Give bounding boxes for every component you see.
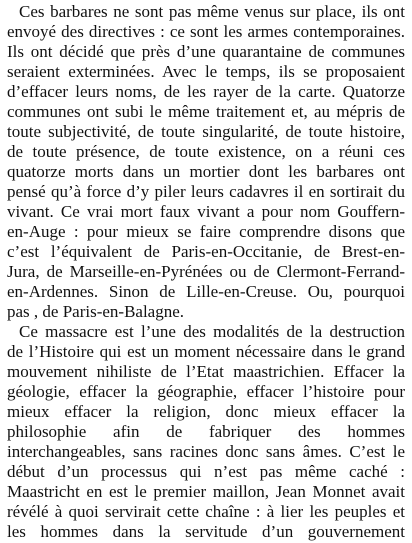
text-line: mouvement nihiliste de l’Etat maastrichien. Effacer la [7, 362, 405, 381]
paragraph-2 [7, 322, 405, 542]
text-line: seraient exterminées. Avec le temps, ils se proposaient [7, 62, 405, 81]
text-line: de toute présence, de toute existence, on a réuni ces [7, 142, 405, 161]
text-line: toute subjectivité, de toute singularité, de toute histoire, [7, 122, 405, 141]
text-line: les hommes dans la servitude d’un gouvernement [7, 522, 405, 541]
text-line: début d’un processus qui n’est pas même caché : [7, 462, 405, 481]
text-line: pas , de Paris-en-Balagne. [7, 302, 185, 321]
text-line: vivant. Ce vrai mort faux vivant a pour nom Gouffern- [7, 202, 405, 221]
text-line: d’effacer leurs noms, de les rayer de la carte. Quatorze [7, 82, 405, 101]
text-line: communes ont subi le même traitement et, au mépris de [7, 102, 405, 121]
document-page [7, 0, 405, 542]
text-line: philosophie afin de fabriquer des hommes [7, 422, 405, 441]
text-line: Ils ont décidé que près d’une quarantaine de communes [7, 42, 405, 61]
text-line: c’est l’équivalent de Paris-en-Occitanie, de Brest-en- [7, 242, 405, 261]
text-line: Ces barbares ne sont pas même venus sur place, ils ont [19, 2, 405, 21]
text-line: en-Auge : pour mieux se faire comprendre disons que [7, 222, 405, 241]
text-line: quatorze morts dans un mortier dont les barbares ont [7, 162, 405, 181]
text-line: envoyé des directives : ce sont les armes contemporaines. [7, 22, 405, 41]
text-line: Ce massacre est l’une des modalités de la destruction [19, 322, 405, 341]
text-line: interchangeables, sans racines donc sans âmes. C’est le [7, 442, 405, 461]
text-line: mieux effacer la religion, donc mieux effacer la [7, 402, 405, 421]
text-line: en-Ardennes. Sinon de Lille-en-Creuse. Ou, pourquoi [7, 282, 405, 301]
paragraph-1 [7, 0, 405, 322]
text-line: révélé à quoi servirait cette chaîne : à lier les peuples et [7, 502, 405, 521]
text-line: de l’Histoire qui est un moment nécessaire dans le grand [7, 342, 405, 361]
text-line: géologie, effacer la géographie, effacer l’histoire pour [7, 382, 405, 401]
text-line: Maastricht en est le premier maillon, Jean Monnet avait [7, 482, 405, 501]
text-line: Jura, de Marseille-en-Pyrénées ou de Clermont-Ferrand- [7, 262, 405, 281]
text-line: pensé qu’à force d’y piler leurs cadavres il en sortirait du [7, 182, 405, 201]
